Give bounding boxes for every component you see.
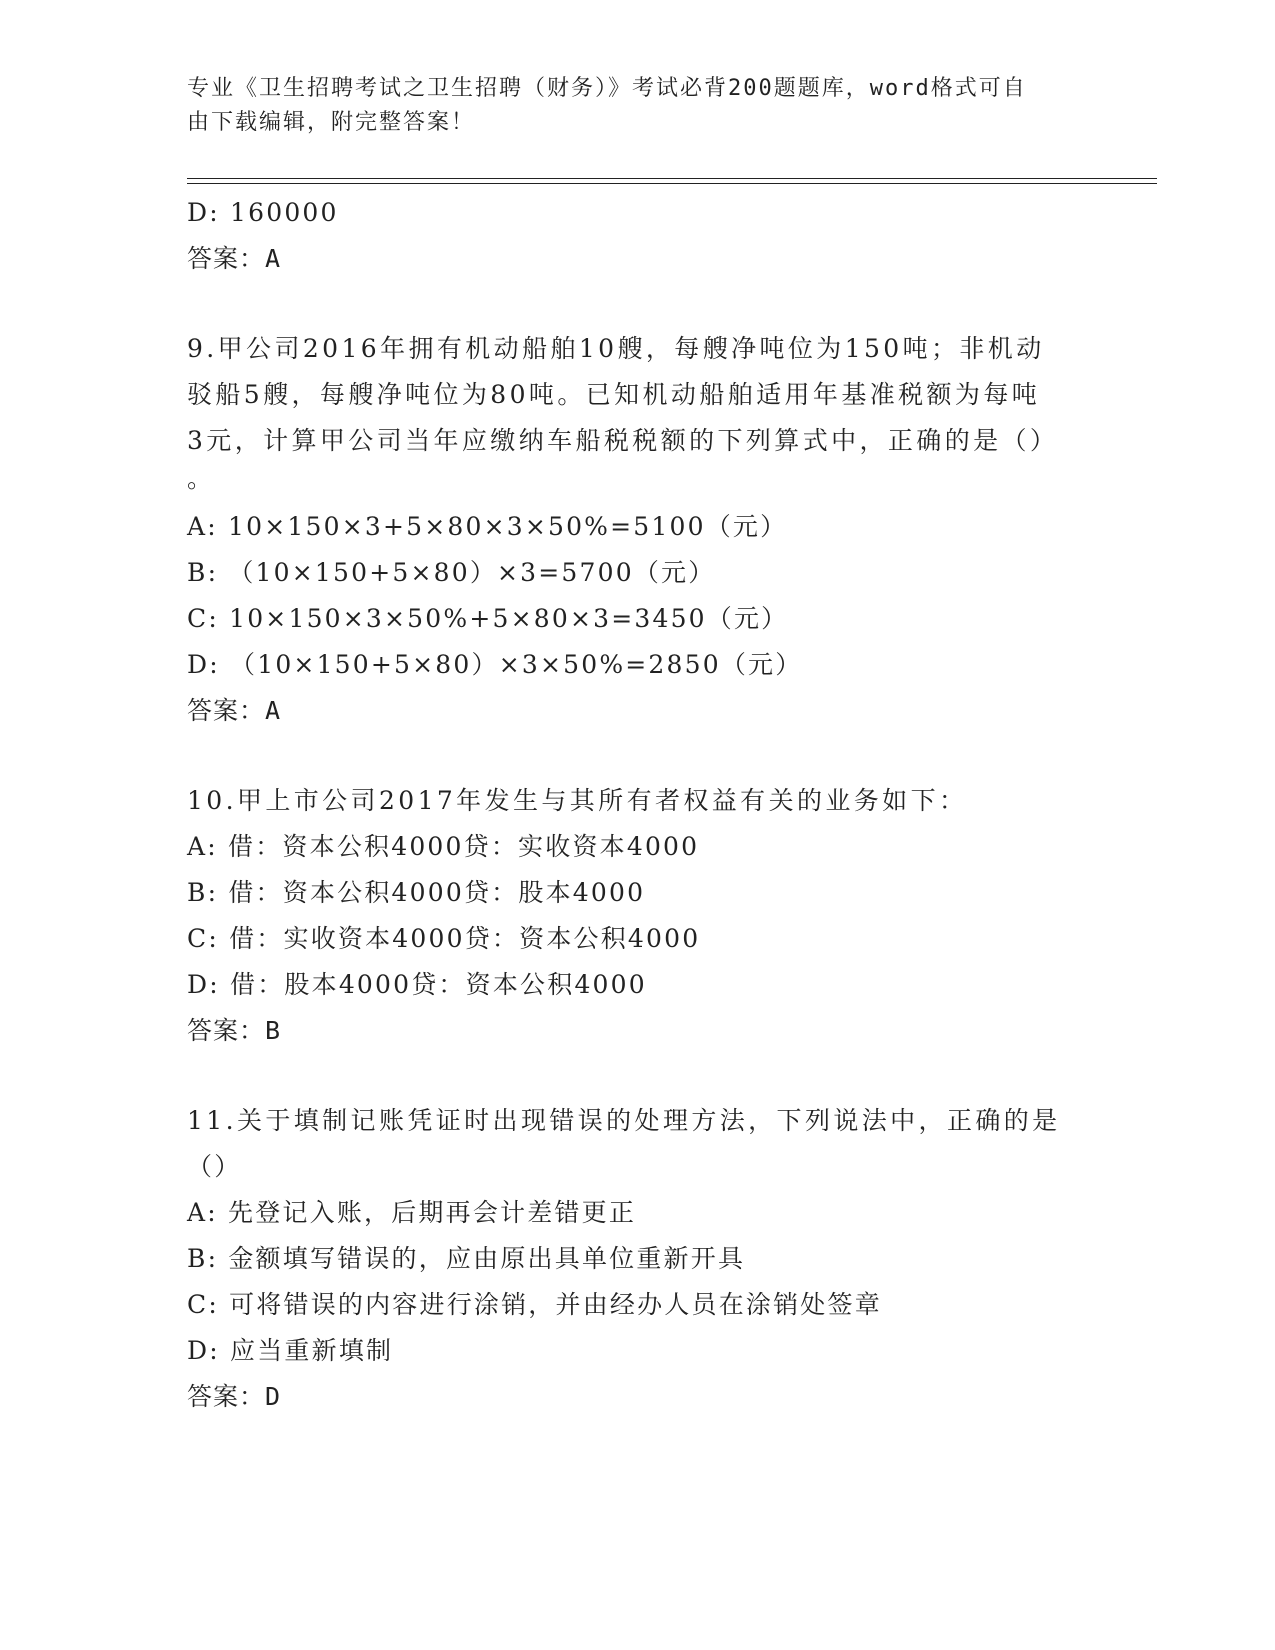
document-body <box>187 190 1087 1420</box>
option-c: C: 可将错误的内容进行涂销，并由经办人员在涂销处签章 <box>187 1290 882 1319</box>
option-b: B: （10×150+5×80）×3=5700（元） <box>187 558 716 587</box>
question-10 <box>187 778 1087 1054</box>
question-text-line: 11.关于填制记账凭证时出现错误的处理方法，下列说法中，正确的是 <box>187 1106 1061 1135</box>
option-a: A: 10×150×3+5×80×3×50%=5100（元） <box>187 512 788 541</box>
spacer <box>187 282 1087 326</box>
answer: 答案：A <box>187 696 282 725</box>
question-text-line: 。 <box>187 464 213 493</box>
question-9 <box>187 326 1087 734</box>
header-line-1: 专业《卫生招聘考试之卫生招聘（财务）》考试必背200题题库，word格式可自 <box>187 76 1027 101</box>
option-a: A: 借：资本公积4000贷：实收资本4000 <box>187 832 700 861</box>
question-text-line: 9.甲公司2016年拥有机动船舶10艘，每艘净吨位为150吨；非机动 <box>187 334 1045 363</box>
question-text-line: 10.甲上市公司2017年发生与其所有者权益有关的业务如下： <box>187 786 968 815</box>
question-11 <box>187 1098 1087 1420</box>
option-b: B: 金额填写错误的，应由原出具单位重新开具 <box>187 1244 746 1273</box>
answer: 答案：B <box>187 1016 282 1045</box>
question-text-line: （） <box>187 1152 242 1181</box>
option-b: B: 借：资本公积4000贷：股本4000 <box>187 878 646 907</box>
answer: 答案：A <box>187 244 282 273</box>
option-c: C: 10×150×3×50%+5×80×3=3450（元） <box>187 604 789 633</box>
header-line-2: 由下载编辑，附完整答案！ <box>187 110 476 135</box>
header-rule-top <box>187 178 1157 179</box>
question-text-line: 驳船5艘，每艘净吨位为80吨。已知机动船舶适用年基准税额为每吨 <box>187 380 1041 409</box>
option-d: D: 应当重新填制 <box>187 1336 394 1365</box>
prev-question-tail <box>187 190 1087 282</box>
spacer <box>187 734 1087 778</box>
option-d: D: （10×150+5×80）×3×50%=2850（元） <box>187 650 803 679</box>
option-a: A: 先登记入账，后期再会计差错更正 <box>187 1198 637 1227</box>
option-d: D: 借：股本4000贷：资本公积4000 <box>187 970 647 999</box>
option-c: C: 借：实收资本4000贷：资本公积4000 <box>187 924 701 953</box>
answer: 答案：D <box>187 1382 282 1411</box>
spacer <box>187 1054 1087 1098</box>
header-rule-bottom <box>187 183 1157 184</box>
document-header <box>187 72 1067 140</box>
option-d: D: 160000 <box>187 198 339 227</box>
question-text-line: 3元，计算甲公司当年应缴纳车船税税额的下列算式中，正确的是（） <box>187 426 1059 455</box>
